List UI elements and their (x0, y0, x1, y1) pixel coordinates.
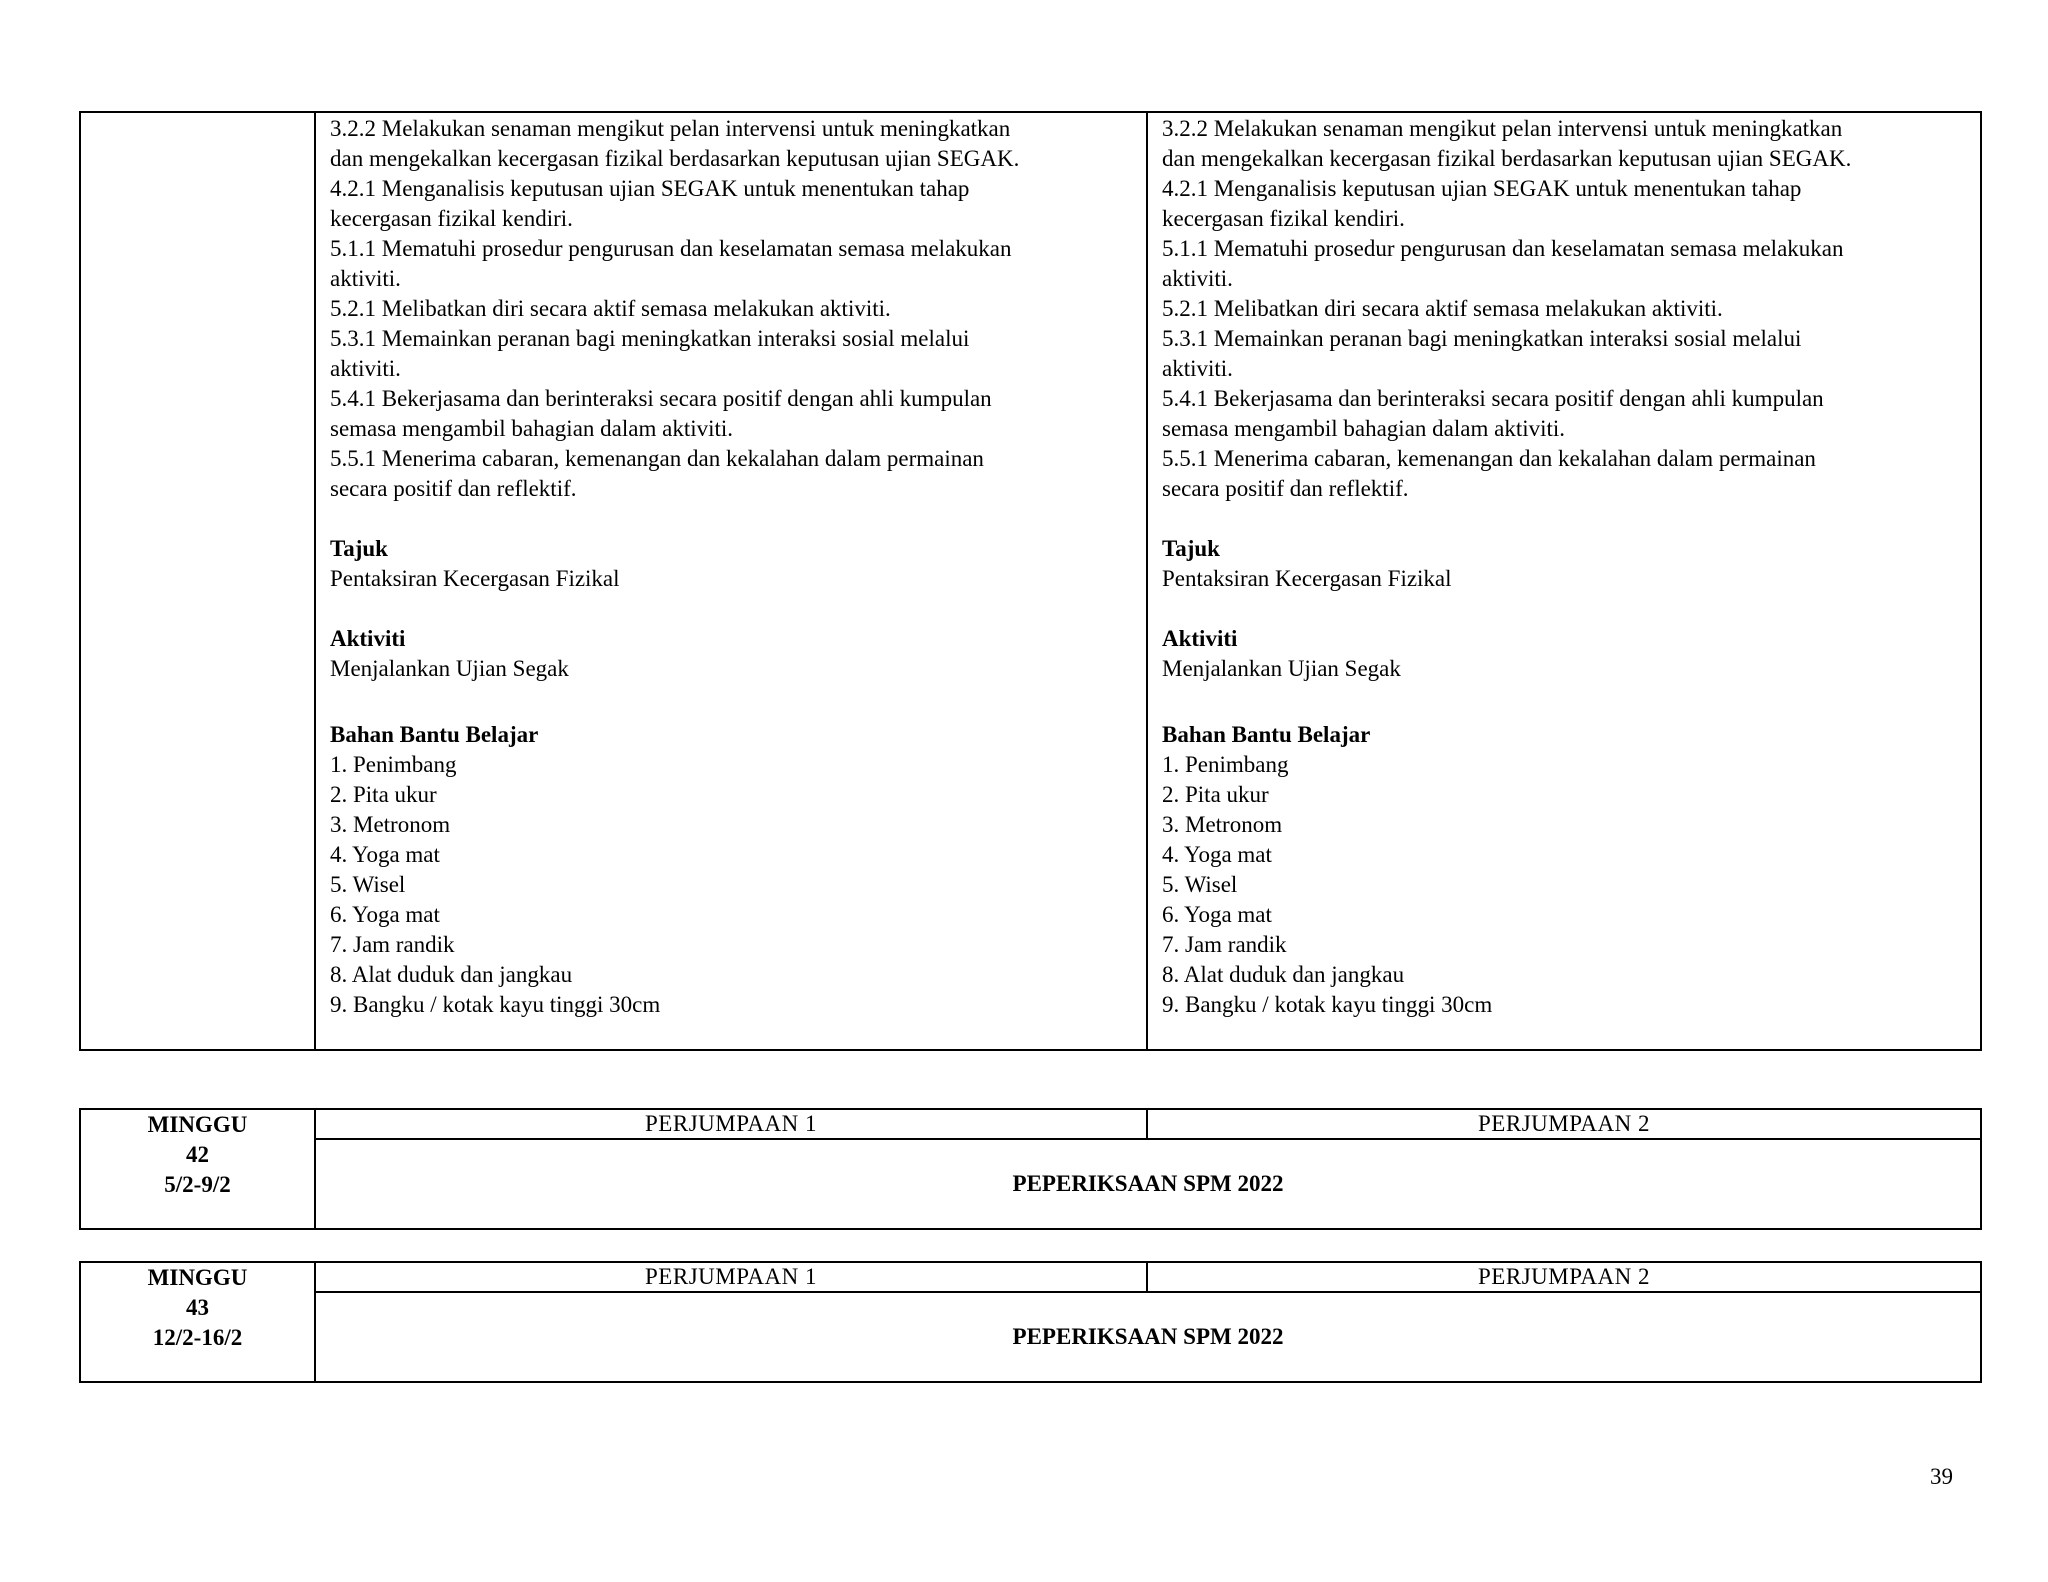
aktiviti-text: Menjalankan Ujian Segak (1162, 656, 1401, 681)
week-dates: 12/2-16/2 (152, 1325, 243, 1350)
bbb-item: 5. Wisel (1162, 872, 1238, 897)
outcome-line: aktiviti. (330, 266, 401, 291)
outcome-line: semasa mengambil bahagian dalam aktiviti. (330, 416, 734, 441)
lesson-plan-table (79, 111, 1982, 1051)
outcome-line: 5.4.1 Bekerjasama dan berinteraksi secara positif dengan ahli kumpulan (330, 386, 992, 411)
bbb-item: 8. Alat duduk dan jangkau (1162, 962, 1405, 987)
bbb-item: 6. Yoga mat (330, 902, 440, 927)
bbb-item: 4. Yoga mat (1162, 842, 1272, 867)
bbb-item: 2. Pita ukur (1162, 782, 1269, 807)
outcome-line: aktiviti. (1162, 356, 1233, 381)
meeting-2-header: PERJUMPAAN 2 (1147, 1262, 1981, 1292)
bbb-item: 1. Penimbang (1162, 752, 1289, 777)
outcome-line: secara positif dan reflektif. (330, 476, 577, 501)
aktiviti-text: Menjalankan Ujian Segak (330, 656, 569, 681)
meeting-2-content (1148, 113, 1980, 1020)
outcome-line: 3.2.2 Melakukan senaman mengikut pelan intervensi untuk meningkatkan (1162, 116, 1843, 141)
week-label: MINGGU (147, 1112, 248, 1137)
outcome-line: 4.2.1 Menganalisis keputusan ujian SEGAK untuk menentukan tahap (330, 176, 970, 201)
week-42-cell (80, 1109, 315, 1229)
exam-notice: PEPERIKSAAN SPM 2022 (315, 1292, 1981, 1382)
outcome-line: 5.2.1 Melibatkan diri secara aktif semasa melakukan aktiviti. (330, 296, 891, 321)
meeting-1-header: PERJUMPAAN 1 (315, 1109, 1147, 1139)
outcome-line: kecergasan fizikal kendiri. (1162, 206, 1405, 231)
week-43-cell (80, 1262, 315, 1382)
outcome-line: 5.5.1 Menerima cabaran, kemenangan dan kekalahan dalam permainan (1162, 446, 1816, 471)
bbb-item: 6. Yoga mat (1162, 902, 1272, 927)
exam-notice: PEPERIKSAAN SPM 2022 (315, 1139, 1981, 1229)
aktiviti-heading: Aktiviti (330, 626, 406, 651)
tajuk-text: Pentaksiran Kecergasan Fizikal (330, 566, 620, 591)
outcome-line: kecergasan fizikal kendiri. (330, 206, 573, 231)
week-label: MINGGU (147, 1265, 248, 1290)
bbb-list (1162, 750, 1966, 1020)
tajuk-heading: Tajuk (1162, 536, 1220, 561)
outcome-line: 5.5.1 Menerima cabaran, kemenangan dan kekalahan dalam permainan (330, 446, 984, 471)
outcome-line: 3.2.2 Melakukan senaman mengikut pelan intervensi untuk meningkatkan (330, 116, 1011, 141)
bbb-item: 3. Metronom (1162, 812, 1283, 837)
week-number: 43 (186, 1295, 209, 1320)
week-43-table (79, 1261, 1982, 1383)
outcome-line: 5.3.1 Memainkan peranan bagi meningkatkan interaksi sosial melalui (1162, 326, 1802, 351)
bbb-item: 2. Pita ukur (330, 782, 437, 807)
meeting-1-cell (315, 112, 1147, 1050)
bbb-item: 1. Penimbang (330, 752, 457, 777)
week-column-empty (80, 112, 315, 1050)
week-dates: 5/2-9/2 (164, 1172, 231, 1197)
week-42-table (79, 1108, 1982, 1230)
outcome-line: aktiviti. (1162, 266, 1233, 291)
tajuk-heading: Tajuk (330, 536, 388, 561)
outcome-line: dan mengekalkan kecergasan fizikal berdasarkan keputusan ujian SEGAK. (1162, 146, 1852, 171)
outcome-line: 4.2.1 Menganalisis keputusan ujian SEGAK untuk menentukan tahap (1162, 176, 1802, 201)
outcome-line: dan mengekalkan kecergasan fizikal berdasarkan keputusan ujian SEGAK. (330, 146, 1020, 171)
outcome-line: secara positif dan reflektif. (1162, 476, 1409, 501)
page-number: 39 (1930, 1464, 1953, 1489)
learning-outcomes-list (330, 114, 1132, 504)
bbb-list (330, 750, 1132, 1020)
aktiviti-heading: Aktiviti (1162, 626, 1238, 651)
outcome-line: 5.4.1 Bekerjasama dan berinteraksi secara positif dengan ahli kumpulan (1162, 386, 1824, 411)
bbb-item: 3. Metronom (330, 812, 451, 837)
bbb-item: 5. Wisel (330, 872, 406, 897)
outcome-line: 5.2.1 Melibatkan diri secara aktif semasa melakukan aktiviti. (1162, 296, 1723, 321)
outcome-line: 5.1.1 Mematuhi prosedur pengurusan dan keselamatan semasa melakukan (1162, 236, 1844, 261)
bbb-item: 4. Yoga mat (330, 842, 440, 867)
meeting-1-header: PERJUMPAAN 1 (315, 1262, 1147, 1292)
bbb-item: 9. Bangku / kotak kayu tinggi 30cm (1162, 992, 1493, 1017)
bbb-item: 7. Jam randik (1162, 932, 1287, 957)
bbb-heading: Bahan Bantu Belajar (330, 722, 539, 747)
bbb-heading: Bahan Bantu Belajar (1162, 722, 1371, 747)
meeting-1-content (316, 113, 1146, 1020)
tajuk-text: Pentaksiran Kecergasan Fizikal (1162, 566, 1452, 591)
outcome-line: 5.1.1 Mematuhi prosedur pengurusan dan keselamatan semasa melakukan (330, 236, 1012, 261)
meeting-2-cell (1147, 112, 1981, 1050)
bbb-item: 7. Jam randik (330, 932, 455, 957)
outcome-line: aktiviti. (330, 356, 401, 381)
outcome-line: semasa mengambil bahagian dalam aktiviti. (1162, 416, 1566, 441)
bbb-item: 9. Bangku / kotak kayu tinggi 30cm (330, 992, 661, 1017)
outcome-line: 5.3.1 Memainkan peranan bagi meningkatkan interaksi sosial melalui (330, 326, 970, 351)
meeting-2-header: PERJUMPAAN 2 (1147, 1109, 1981, 1139)
week-number: 42 (186, 1142, 209, 1167)
learning-outcomes-list (1162, 114, 1966, 504)
bbb-item: 8. Alat duduk dan jangkau (330, 962, 573, 987)
